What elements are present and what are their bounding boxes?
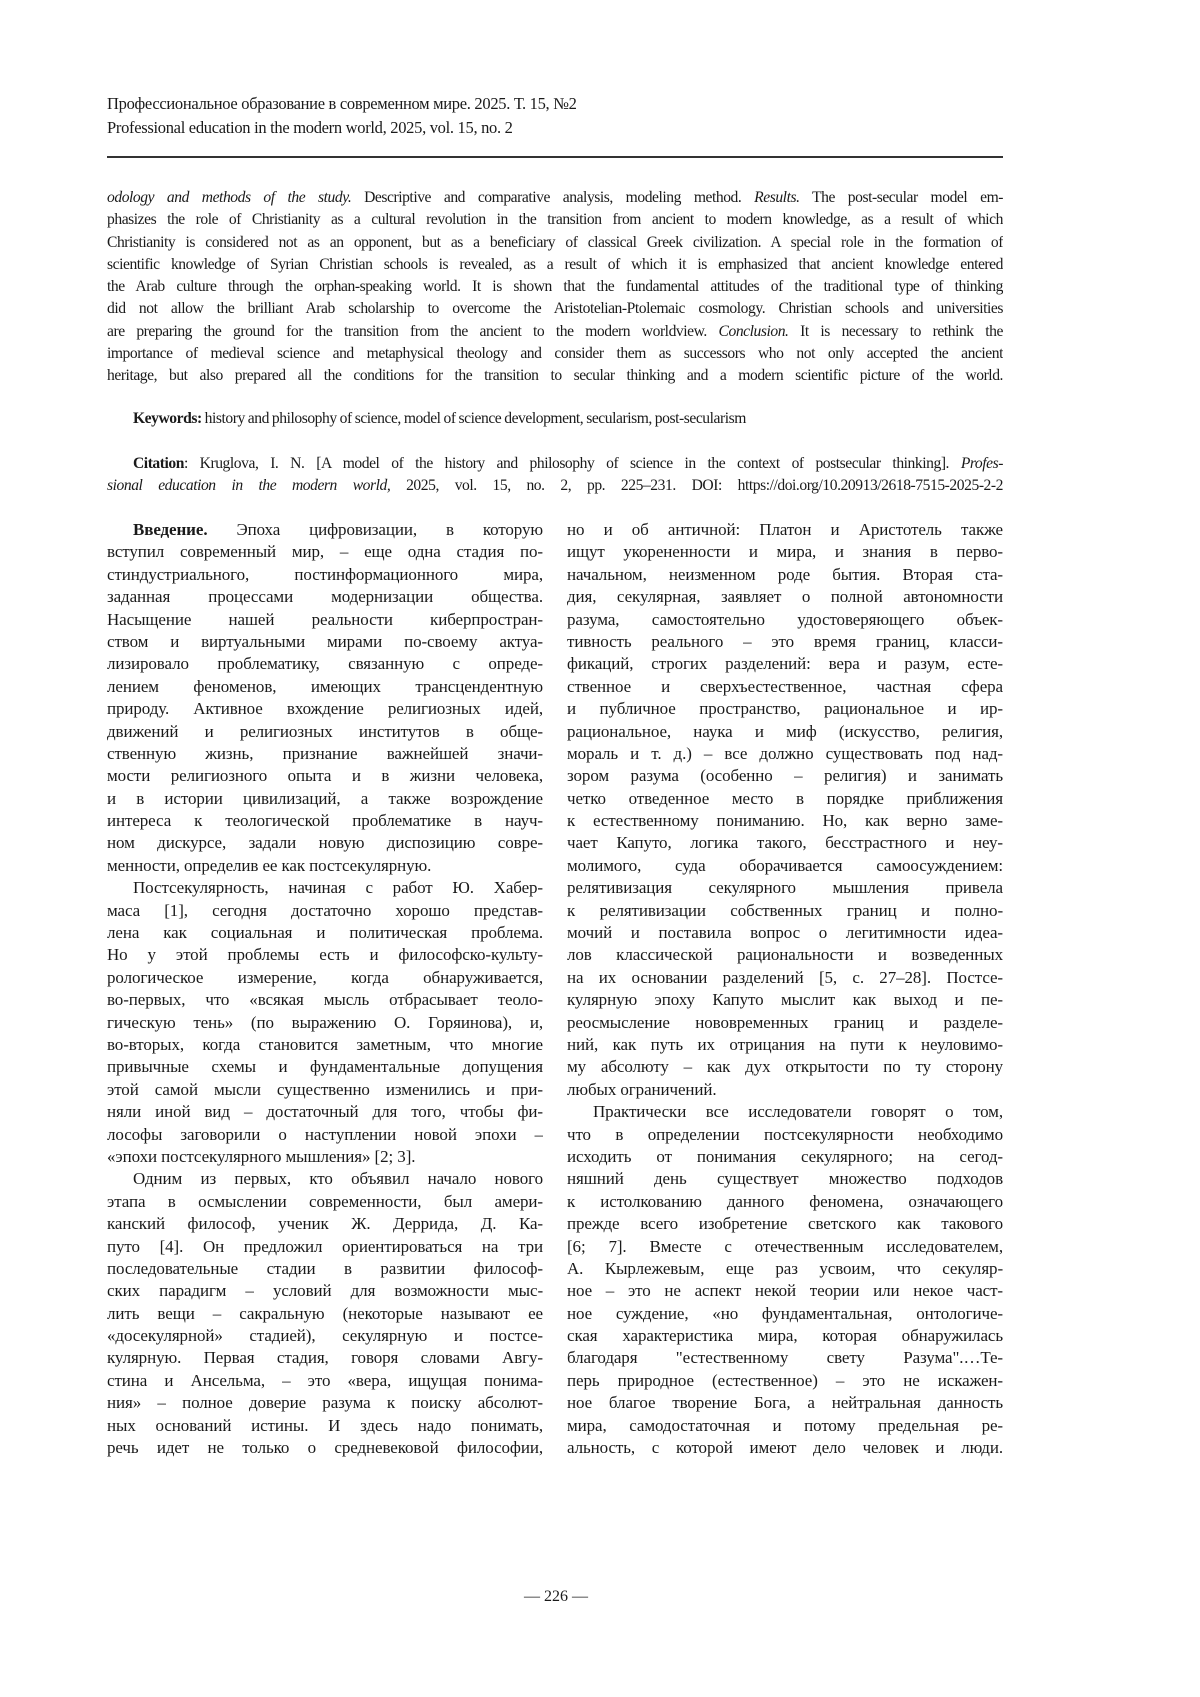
- text-segment: «эпохи постсекулярного мышления» [2; 3].: [107, 1147, 415, 1166]
- italic-text: sional education in the modern world,: [107, 477, 390, 494]
- text-segment: Постсекулярность, начиная с работ Ю. Хабер-: [133, 878, 543, 897]
- text-line: [567, 832, 1003, 854]
- text-segment: к истолкованию данного феномена, означающего: [567, 1192, 1003, 1211]
- text-segment: The post-secular model em-: [800, 189, 1003, 206]
- text-segment: Но у этой проблемы есть и философско-культу-: [107, 945, 543, 964]
- bold-label: Keywords:: [133, 410, 202, 427]
- text-line: [567, 1303, 1003, 1325]
- text-line: [567, 1168, 1003, 1190]
- text-segment: мораль и т. д.) – все должно существовать под над-: [567, 744, 1003, 763]
- italic-text: Conclusion.: [719, 323, 789, 340]
- text-segment: heritage, but also prepared all the conditions for the transition to secular thinking and a modern scientific picture of the world.: [107, 367, 1003, 384]
- text-line: [107, 922, 543, 944]
- text-segment: маса [1], сегодня достаточно хорошо представ-: [107, 901, 543, 920]
- abstract: [107, 187, 1003, 388]
- text-line: [107, 877, 543, 899]
- text-line: [567, 1124, 1003, 1146]
- text-line: [107, 453, 1003, 475]
- text-segment: лением феноменов, имеющих трансцендентную: [107, 677, 543, 696]
- text-segment: лософы заговорили о наступлении новой эпохи –: [107, 1125, 543, 1144]
- text-line: [567, 1191, 1003, 1213]
- body-column-right: [567, 519, 1003, 1459]
- bold-label: Citation: [133, 455, 184, 472]
- text-segment: заданная процессами модернизации общества.: [107, 587, 543, 606]
- text-segment: му абсолюту – как дух открытости по ту сторону: [567, 1057, 1003, 1076]
- text-segment: природу. Активное вхождение религиозных идей,: [107, 699, 543, 718]
- text-line: [567, 586, 1003, 608]
- bold-label: Введение.: [133, 520, 207, 539]
- text-segment: Christianity is considered not as an opponent, but as a beneficiary of classical Greek civilization. A special role in the formation of: [107, 234, 1003, 251]
- text-line: [567, 1101, 1003, 1123]
- text-segment: вступил современный мир, – еще одна стадия по-: [107, 542, 543, 561]
- text-segment: прежде всего изобретение светского как такового: [567, 1214, 1003, 1233]
- text-line: [567, 1236, 1003, 1258]
- text-line: [567, 765, 1003, 787]
- body-column-left: [107, 519, 543, 1459]
- italic-text: Profes-: [961, 455, 1003, 472]
- text-line: [107, 698, 543, 720]
- text-line: [107, 209, 1003, 231]
- text-segment: It is necessary to rethink the: [789, 323, 1003, 340]
- text-segment: молимого, суда оборачивается самоосуждением:: [567, 856, 1003, 875]
- text-segment: во-вторых, когда становится заметным, что многие: [107, 1035, 543, 1054]
- journal-title-en: Professional education in the modern world, 2025, vol. 15, no. 2: [107, 118, 513, 138]
- text-segment: Насыщение нашей реальности киберпростран-: [107, 610, 543, 629]
- header-divider: [107, 156, 1003, 158]
- text-segment: и публичное пространство, рациональное и ир-: [567, 699, 1003, 718]
- text-segment: ская характеристика мира, которая обнаружилась: [567, 1326, 1003, 1345]
- text-segment: речь идет не только о средневековой философии,: [107, 1438, 543, 1457]
- text-line: [567, 1415, 1003, 1437]
- text-line: [567, 653, 1003, 675]
- text-segment: и в истории цивилизаций, а также возрождение: [107, 789, 543, 808]
- text-segment: тивность реального – это время границ, класси-: [567, 632, 1003, 651]
- text-segment: во-первых, что «всякая мысль отбрасывает теоло-: [107, 990, 543, 1009]
- text-segment: Практически все исследователи говорят о том,: [593, 1102, 1003, 1121]
- text-segment: релятивизация секулярного мышления привела: [567, 878, 1003, 897]
- text-segment: разума, самостоятельно удостоверяющего объек-: [567, 610, 1003, 629]
- text-segment: реосмысление нововременных границ и разделе-: [567, 1013, 1003, 1032]
- text-line: [107, 321, 1003, 343]
- text-segment: ное суждение, «но фундаментальная, онтологиче-: [567, 1304, 1003, 1323]
- text-line: [107, 855, 543, 877]
- text-line: [567, 1213, 1003, 1235]
- text-segment: последовательные стадии в развитии философ-: [107, 1259, 543, 1278]
- citation: [107, 453, 1003, 498]
- text-line: [107, 676, 543, 698]
- text-segment: стина и Ансельма, – это «вера, ищущая понима-: [107, 1371, 543, 1390]
- text-line: [567, 721, 1003, 743]
- text-line: [567, 1258, 1003, 1280]
- text-line: [107, 1258, 543, 1280]
- text-segment: ном дискурсе, задали новую диспозицию совре-: [107, 833, 543, 852]
- text-line: [107, 1056, 543, 1078]
- text-segment: the Arab culture through the orphan-speaking world. It is shown that the fundamental attitudes of the traditional type of thinking: [107, 278, 1003, 295]
- text-line: [567, 631, 1003, 653]
- text-line: [107, 1437, 543, 1459]
- text-segment: Эпоха цифровизации, в которую: [207, 520, 543, 539]
- journal-title-ru: Профессиональное образование в современном мире. 2025. Т. 15, №2: [107, 94, 577, 114]
- text-line: [567, 676, 1003, 698]
- text-segment: scientific knowledge of Syrian Christian schools is revealed, as a result of which it is emphasized that ancient knowledge entered: [107, 256, 1003, 273]
- text-segment: 2025, vol. 15, no. 2, pp. 225–231. DOI: https://doi.org/10.20913/2618-7515-2025-2-2: [390, 477, 1003, 494]
- text-line: [567, 900, 1003, 922]
- text-line: [107, 564, 543, 586]
- text-line: [107, 1124, 543, 1146]
- text-line: [567, 1347, 1003, 1369]
- text-line: [567, 698, 1003, 720]
- text-segment: ством и виртуальными мирами по-своему актуа-: [107, 632, 543, 651]
- text-line: [107, 1213, 543, 1235]
- text-segment: кулярную эпоху Капуто мыслит как выход и пе-: [567, 990, 1003, 1009]
- text-segment: ное – это не аспект некой теории или некое част-: [567, 1281, 1003, 1300]
- text-segment: менности, определив ее как постсекулярную.: [107, 856, 431, 875]
- text-line: [107, 1347, 543, 1369]
- text-line: [107, 1168, 543, 1190]
- text-line: [567, 989, 1003, 1011]
- text-segment: лизировало проблематику, связанную с опреде-: [107, 654, 543, 673]
- text-line: [107, 1191, 543, 1213]
- text-segment: гическую тень» (по выражению О. Горяинова), и,: [107, 1013, 543, 1032]
- text-line: [107, 967, 543, 989]
- text-line: [107, 1392, 543, 1414]
- text-line: [107, 1415, 543, 1437]
- text-line: [107, 365, 1003, 387]
- text-segment: are preparing the ground for the transition from the ancient to the modern worldview.: [107, 323, 719, 340]
- text-line: [567, 564, 1003, 586]
- text-line: [107, 788, 543, 810]
- text-segment: рациональное, наука и миф (искусство, религия,: [567, 722, 1003, 741]
- text-line: [107, 298, 1003, 320]
- text-line: [107, 187, 1003, 209]
- keywords: [107, 408, 1003, 430]
- text-line: [107, 765, 543, 787]
- text-segment: дия, секулярная, заявляет о полной автономности: [567, 587, 1003, 606]
- text-line: [107, 1146, 543, 1168]
- text-line: [107, 343, 1003, 365]
- text-segment: [6; 7]. Вместе с отечественным исследователем,: [567, 1237, 1003, 1256]
- text-line: [567, 922, 1003, 944]
- text-line: [107, 541, 543, 563]
- text-segment: мости религиозного опыта и в жизни человека,: [107, 766, 543, 785]
- text-segment: няли иной вид – достаточный для того, чтобы фи-: [107, 1102, 543, 1121]
- italic-text: Results.: [754, 189, 799, 206]
- text-line: [107, 832, 543, 854]
- text-line: [567, 788, 1003, 810]
- text-segment: phasizes the role of Christianity as a cultural revolution in the transition from ancient to modern knowledge, as a result of which: [107, 211, 1003, 228]
- text-segment: начальном, неизменном роде бытия. Вторая ста-: [567, 565, 1003, 584]
- text-line: [567, 1280, 1003, 1302]
- text-line: [107, 1079, 543, 1101]
- text-segment: фикаций, строгих разделений: вера и разум, есте-: [567, 654, 1003, 673]
- text-segment: мочий и поставила вопрос о легитимности идеа-: [567, 923, 1003, 942]
- text-line: [567, 743, 1003, 765]
- text-line: [107, 743, 543, 765]
- text-segment: няшний день существует множество подходов: [567, 1169, 1003, 1188]
- text-line: [107, 1034, 543, 1056]
- text-line: [567, 519, 1003, 541]
- text-line: [107, 631, 543, 653]
- text-segment: к естественному пониманию. Но, как верно заме-: [567, 811, 1003, 830]
- text-line: [107, 276, 1003, 298]
- text-line: [567, 810, 1003, 832]
- text-segment: ное благое творение Бога, а нейтральная данность: [567, 1393, 1003, 1412]
- page-number: — 226 —: [0, 1588, 1112, 1606]
- text-segment: движений и религиозных институтов в обще-: [107, 722, 543, 741]
- text-segment: на их основании разделений [5, с. 27–28]. Постсе-: [567, 968, 1003, 987]
- text-segment: Descriptive and comparative analysis, modeling method.: [351, 189, 754, 206]
- text-line: [107, 609, 543, 631]
- text-line: [107, 586, 543, 608]
- text-line: [567, 877, 1003, 899]
- text-segment: ных оснований истины. И здесь надо понимать,: [107, 1416, 543, 1435]
- text-line: [107, 1303, 543, 1325]
- text-line: [567, 1079, 1003, 1101]
- text-line: [567, 944, 1003, 966]
- text-line: [107, 1236, 543, 1258]
- text-line: [567, 1437, 1003, 1459]
- text-line: [567, 855, 1003, 877]
- text-line: [107, 900, 543, 922]
- text-line: [567, 1012, 1003, 1034]
- text-segment: кулярную. Первая стадия, говоря словами Авгу-: [107, 1348, 543, 1367]
- text-segment: рологическое измерение, когда обнаруживается,: [107, 968, 543, 987]
- text-segment: зором разума (особенно – религия) и занимать: [567, 766, 1003, 785]
- text-line: [107, 1370, 543, 1392]
- text-segment: А. Кырлежевым, еще раз усвоим, что секуляр-: [567, 1259, 1003, 1278]
- text-segment: исходить от понимания секулярного; на сегод-: [567, 1147, 1003, 1166]
- text-line: [107, 653, 543, 675]
- text-segment: этапа в осмыслении современности, был амери-: [107, 1192, 543, 1211]
- text-segment: лов классической рациональности и возведенных: [567, 945, 1003, 964]
- text-line: [107, 408, 1003, 430]
- text-segment: чает Капуто, логика такого, бесстрастного и неу-: [567, 833, 1003, 852]
- text-segment: ственное и сверхъестественное, частная сфера: [567, 677, 1003, 696]
- italic-text: odology and methods of the study.: [107, 189, 351, 206]
- text-line: [567, 609, 1003, 631]
- text-segment: «досекулярной» стадией), секулярную и постсе-: [107, 1326, 543, 1345]
- text-segment: этой самой мысли существенно изменились и при-: [107, 1080, 543, 1099]
- text-line: [107, 810, 543, 832]
- text-segment: мира, самодостаточная и потому предельная ре-: [567, 1416, 1003, 1435]
- text-segment: благодаря "естественному свету Разума".…Те-: [567, 1348, 1003, 1367]
- text-line: [107, 1012, 543, 1034]
- text-line: [567, 1325, 1003, 1347]
- text-line: [107, 1325, 543, 1347]
- text-line: [567, 1146, 1003, 1168]
- text-segment: но и об античной: Платон и Аристотель также: [567, 520, 1003, 539]
- text-segment: стиндустриального, постинформационного мира,: [107, 565, 543, 584]
- text-segment: : Kruglova, I. N. [A model of the history and philosophy of science in the context of postsecular thinking].: [184, 455, 961, 472]
- text-line: [567, 1370, 1003, 1392]
- text-segment: лить вещи – сакральную (некоторые называют ее: [107, 1304, 543, 1323]
- text-segment: ний, как путь их отрицания на пути к неуловимо-: [567, 1035, 1003, 1054]
- text-segment: к релятивизации собственных границ и полно-: [567, 901, 1003, 920]
- text-segment: ственную жизнь, признание важнейшей значи-: [107, 744, 543, 763]
- text-segment: привычные схемы и фундаментальные допущения: [107, 1057, 543, 1076]
- text-line: [107, 475, 1003, 497]
- text-line: [567, 1034, 1003, 1056]
- text-line: [107, 254, 1003, 276]
- text-segment: did not allow the brilliant Arab scholarship to overcome the Aristotelian-Ptolemaic cosmology. Christian schools and universities: [107, 300, 1003, 317]
- text-line: [107, 1280, 543, 1302]
- text-segment: ских парадигм – условий для возможности мыс-: [107, 1281, 543, 1300]
- text-segment: четко отведенное место в порядке приближения: [567, 789, 1003, 808]
- text-line: [107, 989, 543, 1011]
- text-line: [567, 967, 1003, 989]
- text-line: [567, 1392, 1003, 1414]
- text-line: [107, 944, 543, 966]
- text-segment: любых ограничений.: [567, 1080, 717, 1099]
- text-segment: Одним из первых, кто объявил начало нового: [133, 1169, 543, 1188]
- text-line: [107, 1101, 543, 1123]
- text-line: [107, 519, 543, 541]
- text-segment: лена как социальная и политическая проблема.: [107, 923, 543, 942]
- text-segment: путо [4]. Он предложил ориентироваться на три: [107, 1237, 543, 1256]
- text-segment: что в определении постсекулярности необходимо: [567, 1125, 1003, 1144]
- text-segment: importance of medieval science and metaphysical theology and consider them as successors who not only accepted the ancient: [107, 345, 1003, 362]
- text-line: [567, 541, 1003, 563]
- text-line: [107, 232, 1003, 254]
- text-line: [107, 721, 543, 743]
- text-segment: ния» – полное доверие разума к поиску абсолют-: [107, 1393, 543, 1412]
- text-segment: ищут укорененности и мира, и знания в перво-: [567, 542, 1003, 561]
- text-segment: интереса к теологической проблематике в науч-: [107, 811, 543, 830]
- text-line: [567, 1056, 1003, 1078]
- text-segment: history and philosophy of science, model of science development, secularism, post-secularism: [202, 410, 746, 427]
- text-segment: перь природное (естественное) – это не искажен-: [567, 1371, 1003, 1390]
- text-segment: канский философ, ученик Ж. Деррида, Д. Ка-: [107, 1214, 543, 1233]
- text-segment: альность, с которой имеют дело человек и люди.: [567, 1438, 1003, 1457]
